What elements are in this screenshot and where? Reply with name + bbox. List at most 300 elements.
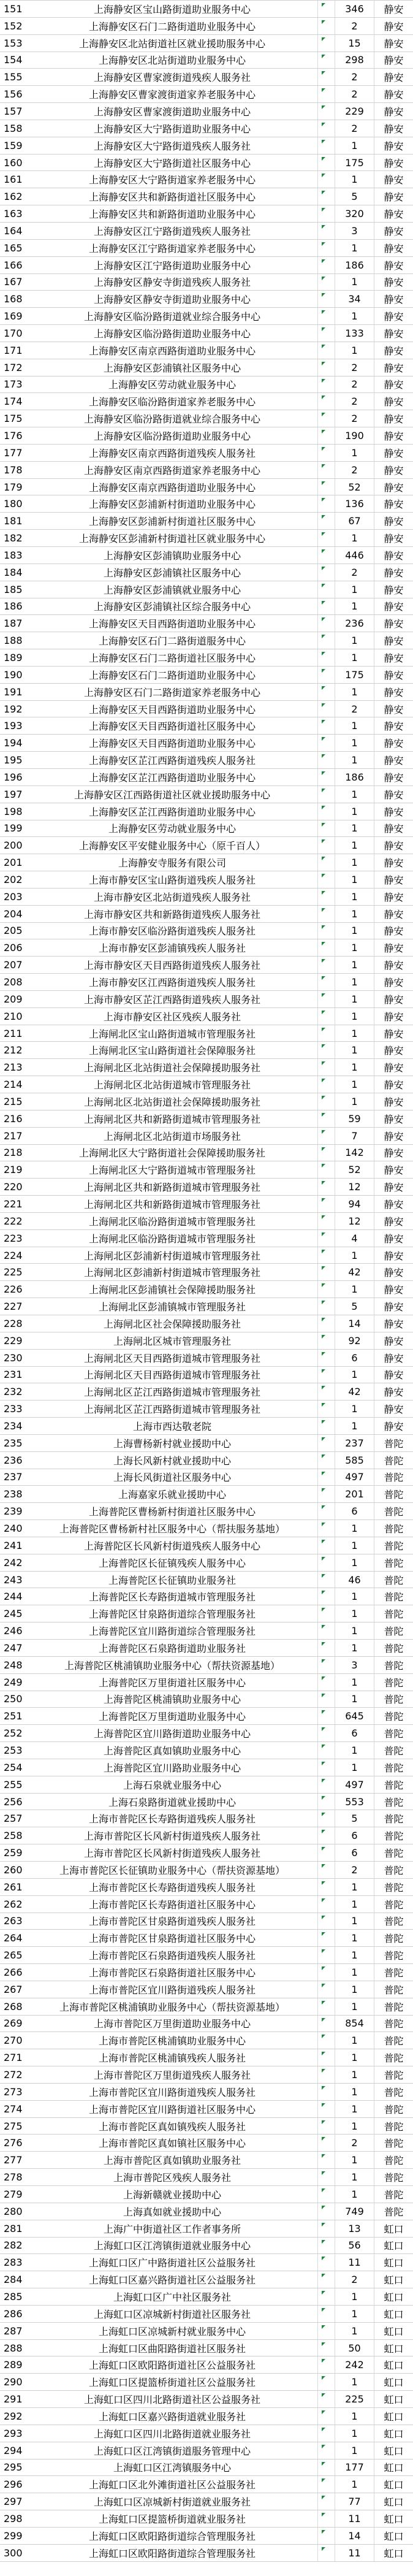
row-number-cell[interactable]: 288	[4, 2342, 23, 2354]
table-row[interactable]	[0, 2049, 413, 2066]
organization-cell[interactable]: 上海市普陀区长寿路街道社区服务中心	[88, 1898, 256, 1911]
district-cell[interactable]: 静安	[374, 837, 413, 854]
row-number-cell[interactable]: 298	[4, 2512, 23, 2524]
table-row[interactable]	[0, 1486, 413, 1503]
comment-marker-cell[interactable]	[317, 2203, 335, 2220]
organization-cell[interactable]: 上海市普陀区真如镇助业服务社	[103, 2155, 241, 2167]
count-cell[interactable]: 1	[335, 342, 374, 359]
row-number-cell[interactable]: 295	[4, 2461, 23, 2474]
table-row[interactable]	[0, 837, 413, 854]
organization-cell[interactable]: 上海市西达敬老院	[132, 1420, 211, 1432]
table-row[interactable]	[0, 1145, 413, 1162]
organization-cell[interactable]: 上海静安区大宁路街道家养老服务中心	[88, 174, 256, 186]
organization-cell[interactable]: 上海静安区静安寺街道残疾人服务社	[93, 277, 251, 289]
comment-marker-cell[interactable]	[317, 939, 335, 956]
table-row[interactable]	[0, 1161, 413, 1179]
district-cell[interactable]: 静安	[374, 1, 413, 17]
organization-cell[interactable]: 上海静安区曹家渡街道残疾人服务社	[93, 72, 251, 84]
district-cell[interactable]: 静安	[374, 632, 413, 649]
row-number-cell[interactable]: 280	[4, 2205, 23, 2217]
district-cell[interactable]: 静安	[374, 1418, 413, 1434]
comment-marker-cell[interactable]	[317, 1401, 335, 1417]
table-row[interactable]	[0, 2442, 413, 2459]
table-row[interactable]	[0, 479, 413, 496]
count-cell[interactable]: 6	[335, 1827, 374, 1844]
table-row[interactable]	[0, 1947, 413, 1964]
table-row[interactable]	[0, 1964, 413, 1981]
district-cell[interactable]: 普陀	[374, 1862, 413, 1878]
district-cell[interactable]: 静安	[374, 86, 413, 102]
table-row[interactable]	[0, 325, 413, 342]
organization-cell[interactable]: 上海广中街道社区工作者事务所	[103, 2223, 241, 2235]
organization-cell[interactable]: 上海闸北区芷江西路街道城市管理服务社	[83, 1404, 260, 1416]
count-cell[interactable]: 50	[335, 2340, 374, 2356]
comment-marker-cell[interactable]	[317, 1998, 335, 2015]
district-cell[interactable]: 静安	[374, 1145, 413, 1161]
count-cell[interactable]: 1	[335, 2118, 374, 2135]
comment-marker-cell[interactable]	[317, 837, 335, 854]
comment-marker-cell[interactable]	[317, 1708, 335, 1724]
organization-cell[interactable]: 上海静安区共和新路街道助业服务中心	[88, 208, 256, 221]
comment-marker-cell[interactable]	[317, 1059, 335, 1076]
table-row[interactable]	[0, 2528, 413, 2545]
count-cell[interactable]: 1	[335, 1093, 374, 1110]
organization-cell[interactable]: 上海市静安区芷江西路街道残疾人服务社	[83, 993, 260, 1006]
row-number-cell[interactable]: 294	[4, 2444, 23, 2456]
table-row[interactable]	[0, 2152, 413, 2169]
count-cell[interactable]: 1	[335, 240, 374, 256]
organization-cell[interactable]: 上海普陀区万里街道助业服务中心	[98, 1711, 246, 1723]
organization-cell[interactable]: 上海普陀区曹杨新村社区服务中心（帮扶服务基地）	[59, 1523, 285, 1535]
count-cell[interactable]: 1	[335, 137, 374, 154]
row-number-cell[interactable]: 237	[4, 1471, 23, 1483]
table-row[interactable]	[0, 2425, 413, 2442]
row-number-cell[interactable]: 273	[4, 2085, 23, 2098]
comment-marker-cell[interactable]	[317, 1, 335, 17]
district-cell[interactable]: 普陀	[374, 2152, 413, 2168]
count-cell[interactable]: 12	[335, 1213, 374, 1229]
district-cell[interactable]: 静安	[374, 1247, 413, 1264]
table-row[interactable]	[0, 188, 413, 205]
district-cell[interactable]: 普陀	[374, 1708, 413, 1724]
count-cell[interactable]: 497	[335, 1776, 374, 1793]
organization-cell[interactable]: 上海闸北区城市管理服务社	[113, 1335, 231, 1347]
comment-marker-cell[interactable]	[317, 2049, 335, 2066]
count-cell[interactable]: 6	[335, 1503, 374, 1519]
comment-marker-cell[interactable]	[317, 240, 335, 256]
organization-cell[interactable]: 上海市静安区社区残疾人服务社	[103, 1011, 241, 1023]
count-cell[interactable]: 1	[335, 820, 374, 837]
organization-cell[interactable]: 上海虹口区广中社区服务社	[113, 2291, 231, 2303]
comment-marker-cell[interactable]	[317, 2186, 335, 2203]
count-cell[interactable]: 4	[335, 1230, 374, 1247]
count-cell[interactable]: 1	[335, 2374, 374, 2390]
table-row[interactable]	[0, 1537, 413, 1554]
count-cell[interactable]: 94	[335, 1196, 374, 1212]
row-number-cell[interactable]: 207	[4, 959, 23, 971]
row-number-cell[interactable]: 205	[4, 925, 23, 937]
comment-marker-cell[interactable]	[317, 530, 335, 546]
comment-marker-cell[interactable]	[317, 1264, 335, 1280]
district-cell[interactable]: 普陀	[374, 2186, 413, 2203]
organization-cell[interactable]: 上海静安区石门二路街道助业服务中心	[88, 20, 256, 32]
count-cell[interactable]: 1	[335, 2425, 374, 2442]
row-number-cell[interactable]: 239	[4, 1505, 23, 1518]
table-row[interactable]	[0, 223, 413, 240]
table-row[interactable]	[0, 1862, 413, 1879]
organization-cell[interactable]: 上海曹杨新村就业援助中心	[113, 1437, 231, 1450]
comment-marker-cell[interactable]	[317, 1025, 335, 1042]
table-row[interactable]	[0, 2374, 413, 2391]
district-cell[interactable]: 普陀	[374, 2118, 413, 2135]
table-row[interactable]	[0, 2340, 413, 2357]
table-row[interactable]	[0, 86, 413, 103]
count-cell[interactable]: 34	[335, 291, 374, 307]
row-number-cell[interactable]: 270	[4, 2035, 23, 2047]
count-cell[interactable]: 11	[335, 2254, 374, 2271]
district-cell[interactable]: 虹口	[374, 2442, 413, 2459]
comment-marker-cell[interactable]	[317, 649, 335, 666]
count-cell[interactable]: 15	[335, 35, 374, 52]
count-cell[interactable]: 1	[335, 1674, 374, 1691]
table-row[interactable]	[0, 1879, 413, 1896]
comment-marker-cell[interactable]	[317, 155, 335, 171]
organization-cell[interactable]: 上海闸北区大宁路街道城市管理服务社	[88, 1164, 256, 1177]
table-row[interactable]	[0, 769, 413, 786]
comment-marker-cell[interactable]	[317, 103, 335, 120]
comment-marker-cell[interactable]	[317, 581, 335, 598]
row-number-cell[interactable]: 277	[4, 2154, 23, 2166]
organization-cell[interactable]: 上海静安区临汾路街道就业综合服务中心	[83, 311, 260, 323]
row-number-cell[interactable]: 183	[4, 549, 23, 561]
count-cell[interactable]: 142	[335, 1145, 374, 1161]
comment-marker-cell[interactable]	[317, 2391, 335, 2407]
table-row[interactable]	[0, 1657, 413, 1674]
comment-marker-cell[interactable]	[317, 2169, 335, 2185]
row-number-cell[interactable]: 282	[4, 2239, 23, 2252]
table-row[interactable]	[0, 2032, 413, 2049]
count-cell[interactable]: 749	[335, 2203, 374, 2220]
table-row[interactable]	[0, 2066, 413, 2084]
organization-cell[interactable]: 上海静安区宝山路街道助业服务中心	[93, 3, 251, 15]
organization-cell[interactable]: 上海虹口区欧阳路街道社区公益服务社	[88, 2360, 256, 2372]
organization-cell[interactable]: 上海闸北区共和新路街道城市管理服务社	[83, 1113, 260, 1125]
row-number-cell[interactable]: 153	[4, 37, 23, 49]
table-row[interactable]	[0, 1674, 413, 1691]
row-number-cell[interactable]: 279	[4, 2188, 23, 2200]
comment-marker-cell[interactable]	[317, 2101, 335, 2117]
organization-cell[interactable]: 上海普陀区曹杨新村街道社区服务中心	[88, 1506, 256, 1518]
organization-cell[interactable]: 上海普陀区宜川路街道综合管理服务社	[88, 1626, 256, 1638]
table-row[interactable]	[0, 1520, 413, 1537]
comment-marker-cell[interactable]	[317, 1537, 335, 1554]
comment-marker-cell[interactable]	[317, 1093, 335, 1110]
organization-cell[interactable]: 上海市普陀区真如镇社区服务中心	[98, 2138, 246, 2150]
row-number-cell[interactable]: 160	[4, 156, 23, 169]
organization-cell[interactable]: 上海虹口区四川北路街道就业服务社	[93, 2428, 251, 2440]
count-cell[interactable]: 1	[335, 837, 374, 854]
district-cell[interactable]: 静安	[374, 155, 413, 171]
table-row[interactable]	[0, 1896, 413, 1913]
district-cell[interactable]: 静安	[374, 1401, 413, 1417]
comment-marker-cell[interactable]	[317, 735, 335, 751]
organization-cell[interactable]: 上海虹口区提篮桥街道就业服务社	[98, 2513, 246, 2525]
table-row[interactable]	[0, 871, 413, 889]
table-row[interactable]	[0, 274, 413, 291]
comment-marker-cell[interactable]	[317, 1383, 335, 1400]
count-cell[interactable]: 1	[335, 2323, 374, 2339]
comment-marker-cell[interactable]	[317, 1691, 335, 1708]
row-number-cell[interactable]: 286	[4, 2307, 23, 2320]
count-cell[interactable]: 1	[335, 974, 374, 990]
organization-cell[interactable]: 上海石泉就业服务中心	[123, 1779, 221, 1791]
district-cell[interactable]: 静安	[374, 103, 413, 120]
comment-marker-cell[interactable]	[317, 1486, 335, 1502]
organization-cell[interactable]: 上海市普陀区长征镇助业服务中心（帮扶资源基地）	[59, 1864, 285, 1876]
district-cell[interactable]: 静安	[374, 923, 413, 939]
row-number-cell[interactable]: 240	[4, 1523, 23, 1535]
table-row[interactable]	[0, 2271, 413, 2288]
organization-cell[interactable]: 上海普陀区长征镇助业服务社	[108, 1574, 236, 1586]
organization-cell[interactable]: 上海闸北区宝山路街道社会保障服务社	[88, 1045, 256, 1057]
count-cell[interactable]: 6	[335, 1725, 374, 1741]
organization-cell[interactable]: 上海静安区天目西路街道助业服务中心	[88, 703, 256, 716]
count-cell[interactable]: 1	[335, 1998, 374, 2015]
count-cell[interactable]: 133	[335, 325, 374, 342]
table-row[interactable]	[0, 701, 413, 718]
comment-marker-cell[interactable]	[317, 1145, 335, 1161]
district-cell[interactable]: 静安	[374, 598, 413, 615]
count-cell[interactable]: 7	[335, 1128, 374, 1144]
row-number-cell[interactable]: 256	[4, 1795, 23, 1808]
organization-cell[interactable]: 上海静安区彭浦新村街道社区服务中心	[88, 516, 256, 528]
row-number-cell[interactable]: 179	[4, 481, 23, 493]
count-cell[interactable]: 1	[335, 2476, 374, 2493]
comment-marker-cell[interactable]	[317, 205, 335, 222]
organization-cell[interactable]: 上海虹口区嘉兴路街道社区公益服务社	[88, 2274, 256, 2287]
district-cell[interactable]: 虹口	[374, 2459, 413, 2476]
count-cell[interactable]: 5	[335, 1298, 374, 1315]
organization-cell[interactable]: 上海静安区天目西路街道社区服务中心	[88, 720, 256, 733]
row-number-cell[interactable]: 275	[4, 2120, 23, 2132]
organization-cell[interactable]: 上海普陀区桃浦镇助业服务中心	[103, 1694, 241, 1706]
table-row[interactable]	[0, 137, 413, 155]
organization-cell[interactable]: 上海静安区大宁路街道助业服务中心	[93, 123, 251, 135]
table-row[interactable]	[0, 1264, 413, 1281]
district-cell[interactable]: 静安	[374, 991, 413, 1007]
table-row[interactable]	[0, 1350, 413, 1367]
comment-marker-cell[interactable]	[317, 2459, 335, 2476]
count-cell[interactable]: 1	[335, 445, 374, 461]
count-cell[interactable]: 1	[335, 2288, 374, 2305]
district-cell[interactable]: 静安	[374, 1264, 413, 1280]
table-row[interactable]	[0, 598, 413, 616]
district-cell[interactable]: 静安	[374, 479, 413, 495]
comment-marker-cell[interactable]	[317, 1794, 335, 1810]
row-number-cell[interactable]: 206	[4, 942, 23, 954]
row-number-cell[interactable]: 287	[4, 2325, 23, 2337]
table-row[interactable]	[0, 2169, 413, 2186]
count-cell[interactable]: 14	[335, 2528, 374, 2544]
row-number-cell[interactable]: 210	[4, 1010, 23, 1022]
table-row[interactable]	[0, 291, 413, 308]
comment-marker-cell[interactable]	[317, 1076, 335, 1093]
table-row[interactable]	[0, 1042, 413, 1059]
comment-marker-cell[interactable]	[317, 1759, 335, 1776]
table-row[interactable]	[0, 957, 413, 974]
organization-cell[interactable]: 上海虹口区广中路街道社区公益服务社	[88, 2257, 256, 2269]
table-row[interactable]	[0, 52, 413, 69]
district-cell[interactable]: 静安	[374, 939, 413, 956]
row-number-cell[interactable]: 246	[4, 1625, 23, 1637]
row-number-cell[interactable]: 181	[4, 515, 23, 527]
district-cell[interactable]: 静安	[374, 359, 413, 376]
comment-marker-cell[interactable]	[317, 52, 335, 69]
row-number-cell[interactable]: 151	[4, 2, 23, 15]
district-cell[interactable]: 静安	[374, 871, 413, 888]
district-cell[interactable]: 虹口	[374, 2288, 413, 2305]
comment-marker-cell[interactable]	[317, 564, 335, 581]
comment-marker-cell[interactable]	[317, 86, 335, 102]
table-row[interactable]	[0, 1076, 413, 1093]
organization-cell[interactable]: 上海市静安区彭浦镇残疾人服务社	[98, 942, 246, 955]
table-row[interactable]	[0, 906, 413, 923]
organization-cell[interactable]: 上海普陀区宜川路街道助业服务中心	[93, 1728, 251, 1740]
row-number-cell[interactable]: 258	[4, 1830, 23, 1842]
organization-cell[interactable]: 上海静安区临汾路街道助业服务中心	[93, 327, 251, 340]
comment-marker-cell[interactable]	[317, 2118, 335, 2135]
district-cell[interactable]: 普陀	[374, 2032, 413, 2049]
organization-cell[interactable]: 上海静安区曹家渡街道助业服务中心	[93, 105, 251, 118]
comment-marker-cell[interactable]	[317, 188, 335, 205]
row-number-cell[interactable]: 269	[4, 2017, 23, 2030]
table-row[interactable]	[0, 1179, 413, 1196]
comment-marker-cell[interactable]	[317, 1230, 335, 1247]
row-number-cell[interactable]: 221	[4, 1198, 23, 1210]
comment-marker-cell[interactable]	[317, 991, 335, 1007]
comment-marker-cell[interactable]	[317, 717, 335, 734]
organization-cell[interactable]: 上海虹口区凉城新村街道社区服务社	[93, 2308, 251, 2320]
count-cell[interactable]: 1	[335, 1879, 374, 1895]
count-cell[interactable]: 1	[335, 871, 374, 888]
comment-marker-cell[interactable]	[317, 1554, 335, 1571]
district-cell[interactable]: 静安	[374, 1350, 413, 1366]
table-row[interactable]	[0, 803, 413, 820]
row-number-cell[interactable]: 297	[4, 2496, 23, 2508]
count-cell[interactable]: 1	[335, 1554, 374, 1571]
table-row[interactable]	[0, 1776, 413, 1794]
table-row[interactable]	[0, 1213, 413, 1230]
row-number-cell[interactable]: 243	[4, 1573, 23, 1586]
district-cell[interactable]: 虹口	[374, 2391, 413, 2407]
table-row[interactable]	[0, 923, 413, 940]
table-row[interactable]	[0, 1691, 413, 1708]
comment-marker-cell[interactable]	[317, 1435, 335, 1451]
district-cell[interactable]: 普陀	[374, 2169, 413, 2185]
count-cell[interactable]: 298	[335, 52, 374, 69]
table-row[interactable]	[0, 257, 413, 274]
comment-marker-cell[interactable]	[317, 1605, 335, 1622]
district-cell[interactable]: 静安	[374, 649, 413, 666]
table-row[interactable]	[0, 1572, 413, 1589]
comment-marker-cell[interactable]	[317, 1332, 335, 1349]
comment-marker-cell[interactable]	[317, 308, 335, 324]
organization-cell[interactable]: 上海静安区江西路街道社区就业援助服务中心	[74, 789, 270, 801]
comment-marker-cell[interactable]	[317, 1042, 335, 1058]
comment-marker-cell[interactable]	[317, 1008, 335, 1025]
organization-cell[interactable]: 上海静安区江宁路街道残疾人服务社	[93, 225, 251, 237]
table-row[interactable]	[0, 2203, 413, 2220]
district-cell[interactable]: 静安	[374, 291, 413, 307]
table-row[interactable]	[0, 1128, 413, 1145]
organization-cell[interactable]: 上海静安区彭浦镇社区服务中心	[103, 567, 241, 579]
table-row[interactable]	[0, 547, 413, 564]
district-cell[interactable]: 静安	[374, 803, 413, 820]
district-cell[interactable]: 普陀	[374, 1827, 413, 1844]
count-cell[interactable]: 2	[335, 1862, 374, 1878]
count-cell[interactable]: 13	[335, 2220, 374, 2237]
row-number-cell[interactable]: 290	[4, 2376, 23, 2388]
organization-cell[interactable]: 上海闸北区北站街道社会保障援助服务社	[83, 1096, 260, 1108]
count-cell[interactable]: 1	[335, 530, 374, 546]
district-cell[interactable]: 普陀	[374, 1759, 413, 1776]
row-number-cell[interactable]: 248	[4, 1659, 23, 1671]
organization-cell[interactable]: 上海市普陀区长寿路街道残疾人服务社	[88, 1813, 256, 1825]
table-row[interactable]	[0, 2288, 413, 2306]
organization-cell[interactable]: 上海虹口区欧阳路街道综合管理服务社	[88, 2547, 256, 2559]
table-row[interactable]	[0, 2101, 413, 2118]
district-cell[interactable]: 静安	[374, 1025, 413, 1042]
row-number-cell[interactable]: 191	[4, 686, 23, 698]
count-cell[interactable]: 1	[335, 752, 374, 768]
count-cell[interactable]: 497	[335, 1469, 374, 1486]
row-number-cell[interactable]: 196	[4, 771, 23, 783]
organization-cell[interactable]: 上海长风街道社区服务中心	[113, 1472, 231, 1484]
count-cell[interactable]: 446	[335, 547, 374, 564]
row-number-cell[interactable]: 296	[4, 2479, 23, 2491]
district-cell[interactable]: 静安	[374, 854, 413, 871]
comment-marker-cell[interactable]	[317, 223, 335, 239]
organization-cell[interactable]: 上海静安区南京西路街道助业服务中心	[88, 481, 256, 494]
row-number-cell[interactable]: 276	[4, 2137, 23, 2149]
row-number-cell[interactable]: 249	[4, 1676, 23, 1688]
row-number-cell[interactable]: 155	[4, 71, 23, 83]
district-cell[interactable]: 静安	[374, 495, 413, 512]
comment-marker-cell[interactable]	[317, 1367, 335, 1383]
table-row[interactable]	[0, 1554, 413, 1572]
comment-marker-cell[interactable]	[317, 1879, 335, 1895]
district-cell[interactable]: 静安	[374, 120, 413, 137]
count-cell[interactable]: 201	[335, 1486, 374, 1502]
district-cell[interactable]: 静安	[374, 581, 413, 598]
table-row[interactable]	[0, 240, 413, 257]
organization-cell[interactable]: 上海静安区大宁路街道社区服务中心	[93, 157, 251, 169]
row-number-cell[interactable]: 166	[4, 259, 23, 271]
row-number-cell[interactable]: 208	[4, 976, 23, 988]
table-row[interactable]	[0, 35, 413, 52]
organization-cell[interactable]: 上海虹口区四川北路街道社区公益服务社	[83, 2394, 260, 2406]
row-number-cell[interactable]: 285	[4, 2290, 23, 2303]
district-cell[interactable]: 静安	[374, 376, 413, 393]
comment-marker-cell[interactable]	[317, 2032, 335, 2049]
table-row[interactable]	[0, 1418, 413, 1435]
table-row[interactable]	[0, 1332, 413, 1350]
table-row[interactable]	[0, 1981, 413, 1998]
count-cell[interactable]: 1	[335, 1008, 374, 1025]
count-cell[interactable]: 1	[335, 1418, 374, 1434]
table-row[interactable]	[0, 1435, 413, 1452]
count-cell[interactable]: 2	[335, 2135, 374, 2151]
